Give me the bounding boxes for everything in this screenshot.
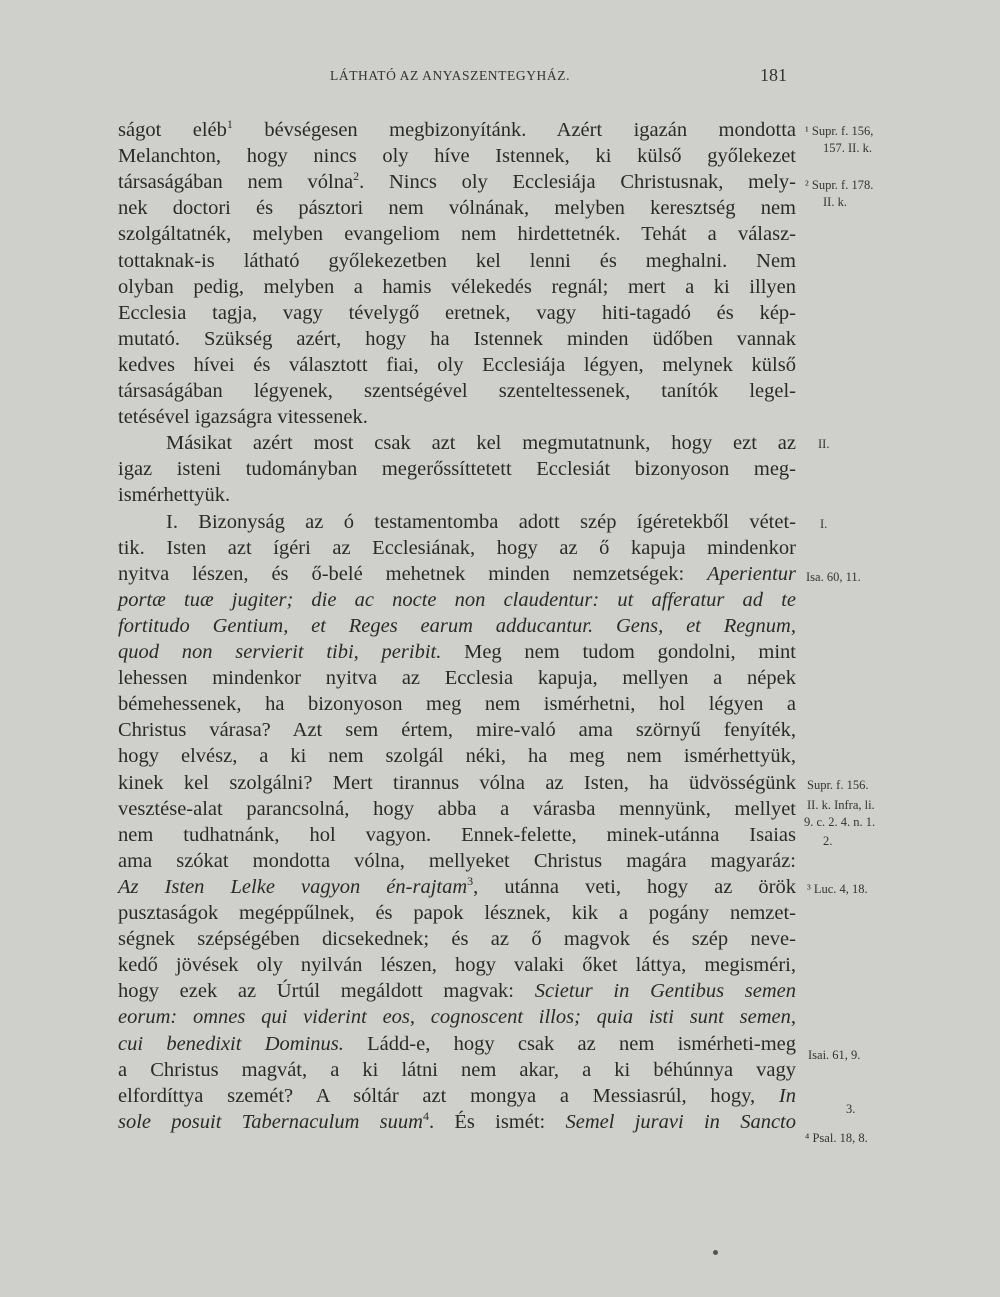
text-line <box>118 822 796 848</box>
text-line <box>118 326 796 352</box>
latin-quote: Semel juravi in Sancto <box>565 1110 796 1133</box>
text-line <box>118 691 796 717</box>
margin-note: 157. II. k. <box>823 141 872 155</box>
text-line <box>118 665 796 691</box>
text-line <box>118 195 796 221</box>
text-run: Meg nem tudom gondolni, mint <box>441 641 796 663</box>
margin-note: II. k. Infra, li. <box>807 798 875 812</box>
text-run: ismérhettyük. <box>118 484 231 507</box>
margin-note: I. <box>820 517 828 531</box>
text-run: pusztaságok megéppűlnek, és papok lésznek, kik a pogány nemzet- <box>118 902 796 924</box>
margin-note: 3. <box>846 1102 856 1116</box>
text-run: hogy ezek az Úrtúl megáldott magvak: <box>118 980 535 1003</box>
text-run: igaz isteni tudományban megerőssíttetett Ecclesiát bizonyoson meg- <box>118 458 796 481</box>
margin-note: Supr. f. 156. <box>807 778 869 792</box>
text-run: társaságában nem vólna <box>118 171 354 194</box>
margin-note: ⁴ Psal. 18, 8. <box>805 1131 868 1145</box>
text-line <box>118 874 796 900</box>
text-line <box>118 404 796 430</box>
text-run: nyitva lészen, és ő-belé mehetnek minden nemzetségek: <box>118 562 708 585</box>
text-line <box>118 639 796 665</box>
text-run: ságot eléb <box>118 119 227 141</box>
text-run: kinek kel szolgálni? Mert tirannus vólna az Isten, ha üdvösségünk <box>118 771 796 794</box>
latin-quote: sole posuit Tabernaculum suum <box>118 1110 423 1133</box>
latin-quote: Aperientur <box>707 562 796 585</box>
text-line <box>118 456 796 482</box>
text-line <box>118 743 796 769</box>
text-run: olyban pedig, melyben a hamis vélekedés regnál; mert a ki illyen <box>118 275 796 298</box>
latin-quote: eorum: omnes qui viderint eos, cognoscent illos; quia isti sunt semen, <box>118 1006 796 1029</box>
text-run: mutató. Szükség azért, hogy ha Istennek minden üdőben vannak <box>118 327 796 350</box>
text-run: , utánna veti, hogy az örök <box>473 875 796 898</box>
text-run: Ládd-e, hogy csak az nem ismérheti-meg <box>343 1032 796 1055</box>
text-run: ségnek szépségében dicsekednek; és az ő magvok és szép neve- <box>118 928 796 951</box>
text-line <box>118 1083 796 1109</box>
text-line <box>118 300 796 326</box>
text-line <box>118 482 796 508</box>
text-line <box>118 378 796 404</box>
text-line <box>118 1109 796 1135</box>
text-line <box>118 117 796 143</box>
footnote-marker: 2 <box>353 169 360 184</box>
text-line <box>118 613 796 639</box>
margin-note: II. <box>818 437 830 451</box>
text-line <box>118 926 796 952</box>
text-line <box>118 169 796 195</box>
text-line <box>118 848 796 874</box>
latin-quote: Az Isten Lelke vagyon én-rajtam <box>118 875 468 898</box>
text-run: tetésével igazságra vitessenek. <box>118 406 368 429</box>
text-run: a Christus magvát, a ki látni nem akar, a ki béhúnnya vagy <box>118 1058 796 1081</box>
page-number: 181 <box>760 65 787 85</box>
margin-note: Isa. 60, 11. <box>806 570 861 584</box>
text-line <box>118 1004 796 1030</box>
margin-note: 2. <box>823 834 833 848</box>
footnote-marker: 3 <box>467 873 474 888</box>
margin-note: ³ Luc. 4, 18. <box>807 882 868 896</box>
text-run: nek doctori és pásztori nem vólnának, melyben keresztség nem <box>118 197 796 220</box>
text-line <box>118 978 796 1004</box>
text-run: kedves hívei és választott fiai, oly Ecclesiája légyen, melynek külső <box>118 353 796 376</box>
text-line <box>118 352 796 378</box>
text-line <box>118 535 796 561</box>
text-run: hogy elvész, a ki nem szolgál néki, ha meg nem ismérhettyük, <box>118 745 796 768</box>
text-run: lehessen mindenkor nyitva az Ecclesia kapuja, mellyen a népek <box>118 667 796 690</box>
text-line <box>118 561 796 587</box>
text-line <box>118 248 796 274</box>
text-run: Christus várasa? Azt sem értem, mire-való ama szörnyű fenyíték, <box>118 719 796 742</box>
text-run: társaságában légyenek, szentségével szenteltessenek, tanítók legel- <box>118 380 796 402</box>
latin-quote: portæ tuæ jugiter; die ac nocte non claudentur: ut afferatur ad te <box>118 588 796 611</box>
latin-quote: quod non servierit tibi, peribit. <box>118 641 442 663</box>
text-run: nem tudhatnánk, hol vagyon. Ennek-felette, minek-utánna Isaias <box>118 823 796 846</box>
margin-note: Isai. 61, 9. <box>808 1048 861 1062</box>
text-run: kedő jövések oly nyilván lészen, hogy valaki őket láttya, megisméri, <box>118 954 796 977</box>
text-run: bémehessenek, ha bizonyoson meg nem ismérhetni, hol légyen a <box>118 693 796 716</box>
text-line <box>118 274 796 300</box>
text-line <box>118 796 796 822</box>
margin-note: ² Supr. f. 178. <box>805 178 874 192</box>
footnote-marker: 4 <box>422 1108 429 1123</box>
text-run: Melanchton, hogy nincs oly híve Istennek, ki külső győlekezet <box>118 145 796 168</box>
text-run: vesztése-alat parancsolná, hogy abba a várasba mennyünk, mellyet <box>118 797 796 820</box>
text-line <box>118 770 796 796</box>
margin-note: II. k. <box>823 195 847 209</box>
latin-quote: In <box>778 1084 796 1107</box>
text-run: . És ismét: <box>428 1110 566 1133</box>
latin-quote: cui benedixit Dominus. <box>118 1032 344 1055</box>
footnote-marker: 1 <box>226 117 233 131</box>
text-run: Ecclesia tagja, vagy tévelygő eretnek, vagy hiti-tagadó és kép- <box>118 301 796 324</box>
text-line <box>166 509 796 535</box>
text-line <box>118 900 796 926</box>
text-run: ama szókat mondotta vólna, mellyeket Christus magára magyaráz: <box>118 849 796 872</box>
text-line <box>166 430 796 456</box>
text-line <box>118 587 796 613</box>
running-title: LÁTHATÓ AZ ANYASZENTEGYHÁZ. <box>330 68 571 83</box>
margin-note: 9. c. 2. 4. n. 1. <box>804 815 876 829</box>
text-run: bévségesen megbizonyítánk. Azért igazán mondotta <box>232 119 796 141</box>
text-line <box>118 952 796 978</box>
text-line <box>118 717 796 743</box>
text-run: . Nincs oly Ecclesiája Christusnak, mely- <box>359 171 797 194</box>
latin-quote: Scietur in Gentibus semen <box>534 980 796 1003</box>
text-run: tottaknak-is látható győlekezetben kel lenni és meghalni. Nem <box>118 249 796 272</box>
page-header <box>0 65 1000 92</box>
text-run: szolgáltatnék, melyben evangeliom nem hirdettetnék. Tehát a válasz- <box>118 223 796 246</box>
text-run: I. Bizonyság az ó testamentomba adott szép ígéretekből vétet- <box>166 510 796 533</box>
text-run: tik. Isten azt ígéri az Ecclesiának, hogy az ő kapuja mindenkor <box>118 536 796 559</box>
text-line <box>118 1031 796 1057</box>
text-line <box>118 143 796 169</box>
text-line <box>118 221 796 247</box>
text-run: Másikat azért most csak azt kel megmutatnunk, hogy ezt az <box>166 432 796 455</box>
text-line <box>118 1057 796 1083</box>
margin-note: ¹ Supr. f. 156, <box>805 124 874 138</box>
latin-quote: fortitudo Gentium, et Reges earum adducantur. Gens, et Regnum, <box>118 614 796 637</box>
ink-speck <box>713 1250 718 1255</box>
text-run: elfordíttya szemét? A sóltár azt mongya a Messiasrúl, hogy, <box>118 1084 779 1107</box>
